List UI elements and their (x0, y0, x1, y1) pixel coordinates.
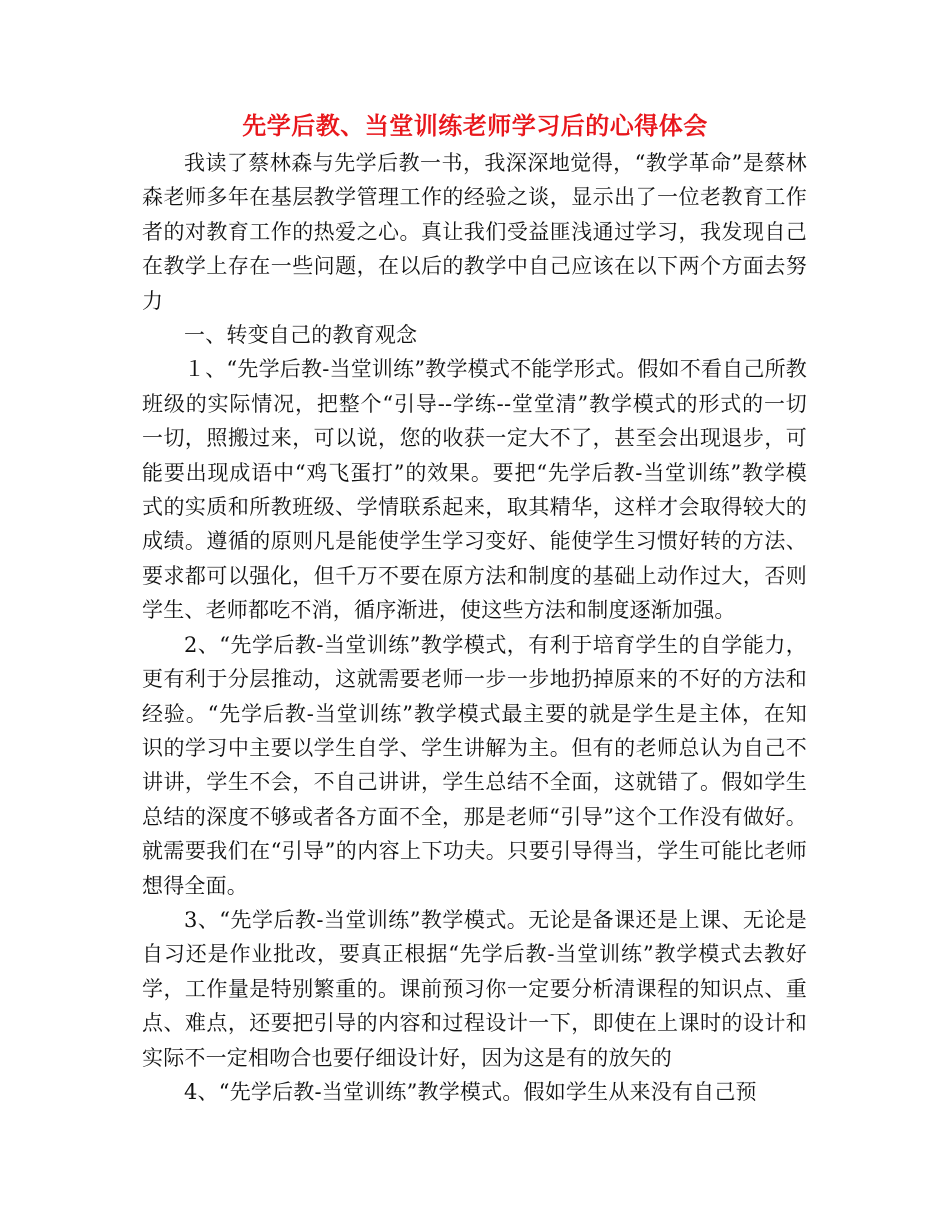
paragraph-point-4: 4、“先学后教-当堂训练”教学模式。假如学生从来没有自己预 (184, 1079, 757, 1104)
section-heading: 一、转变自己的教育观念 (184, 323, 418, 348)
paragraph-intro: 我读了蔡林森与先学后教一书，我深深地觉得，“教学革命”是蔡林森老师多年在基层教学管理工作的经验之谈，显示出了一位老教育工作者的对教育工作的热爱之心。真让我们受益匪浅通过学习，我发现自己在教学上存在一些问题，在以后的教学中自己应该在以下两个方面去努力 (142, 151, 807, 313)
document-body (142, 146, 807, 1109)
paragraph-point-2: 2、“先学后教-当堂训练”教学模式，有利于培育学生的自学能力，更有利于分层推动，这就需要老师一步一步地扔掉原来的不好的方法和经验。“先学后教-当堂训练”教学模式最主要的就是学生是主体，在知识的学习中主要以学生自学、学生讲解为主。但有的老师总认为自己不讲讲，学生不会，不自己讲讲，学生总结不全面，这就错了。假如学生总结的深度不够或者各方面不全，那是老师“引导”这个工作没有做好。就需要我们在“引导”的内容上下功夫。只要引导得当，学生可能比老师想得全面。 (142, 632, 807, 898)
paragraph-point-1: １、“先学后教-当堂训练”教学模式不能学形式。假如不看自己所教班级的实际情况，把整个“引导--学练--堂堂清”教学模式的形式的一切一切，照搬过来，可以说，您的收获一定大不了，甚至会出现退步，可能要出现成语中“鸡飞蛋打”的效果。要把“先学后教-当堂训练”教学模式的实质和所教班级、学情联系起来，取其精华，这样才会取得较大的成绩。遵循的原则凡是能使学生学习变好、能使学生习惯好转的方法、要求都可以强化，但千万不要在原方法和制度的基础上动作过大，否则学生、老师都吃不消，循序渐进，使这些方法和制度逐渐加强。 (142, 357, 807, 623)
document-title: 先学后教、当堂训练老师学习后的心得体会 (242, 111, 708, 140)
paragraph-point-3: 3、“先学后教-当堂训练”教学模式。无论是备课还是上课、无论是自习还是作业批改，要真正根据“先学后教-当堂训练”教学模式去教好学，工作量是特别繁重的。课前预习你一定要分析清课程的知识点、重点、难点，还要把引导的内容和过程设计一下，即使在上课时的设计和实际不一定相吻合也要仔细设计好，因为这是有的放矢的 (142, 907, 807, 1070)
